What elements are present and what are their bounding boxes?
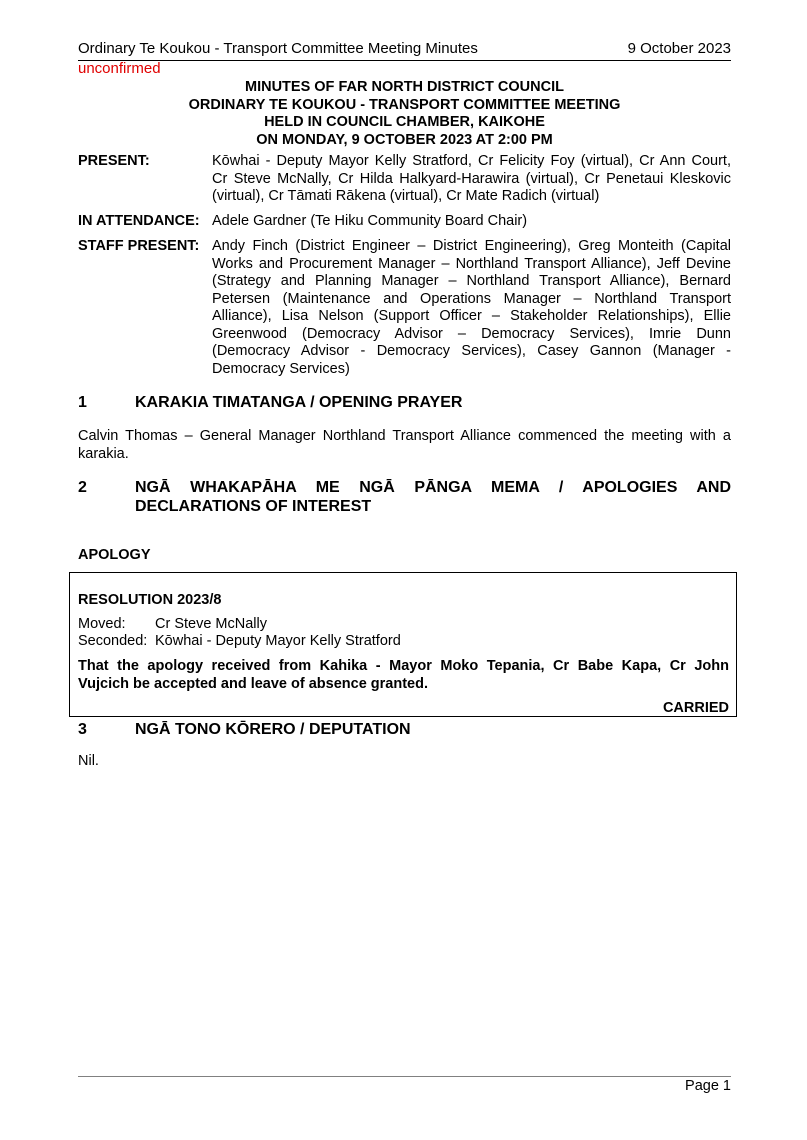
present-line: Kōwhai - Deputy Mayor Kelly Stratford, Cr Felicity Foy (virtual), Cr Ann Court,	[212, 153, 731, 169]
motion-line: Vujcich be accepted and leave of absence granted.	[78, 675, 429, 692]
attendance-text: Adele Gardner (Te Hiku Community Board Chair)	[212, 213, 528, 229]
section-2-title	[135, 478, 731, 516]
section-1-line: Calvin Thomas – General Manager Northland Transport Alliance commenced the meeting with a	[78, 428, 731, 444]
title-line-4: ON MONDAY, 9 OCTOBER 2023 AT 2:00 PM	[256, 131, 553, 148]
section-1-number: 1	[78, 394, 87, 411]
section-3-text: Nil.	[78, 753, 99, 769]
staff-line: Petersen (Maintenance and Operations Manager – Northland Transport	[212, 290, 731, 307]
page-header	[78, 40, 731, 61]
staff-line: Democracy Services)	[212, 360, 350, 377]
staff-label: STAFF PRESENT:	[78, 238, 200, 254]
staff-line: (Strategy and Planning Manager – Northland Transport Alliance), Bernard	[212, 273, 731, 289]
resolution-outcome: CARRIED	[662, 700, 729, 716]
present-line: (virtual), Cr Tāmati Rākena (virtual), Cr Mate Radich (virtual)	[212, 188, 600, 204]
moved-line	[78, 616, 267, 632]
present-label: PRESENT:	[78, 153, 150, 169]
staff-line: Greenwood (Democracy Advisor – Democracy Services), Imrie Dunn	[212, 325, 731, 342]
seconded-line	[78, 633, 401, 649]
present-list	[212, 153, 731, 206]
present-line: Cr Steve McNally, Cr Hilda Halkyard-Harawira (virtual), Cr Penetaui Kleskovic	[212, 170, 731, 187]
staff-line: (Democracy Advisor - Democracy Services), Casey Gannon (Manager -	[212, 343, 731, 359]
section-1-title: KARAKIA TIMATANGA / OPENING PRAYER	[135, 394, 463, 411]
title-line-1: MINUTES OF FAR NORTH DISTRICT COUNCIL	[245, 79, 564, 95]
minutes-title	[78, 79, 731, 149]
section-3-title: NGĀ TONO KŌRERO / DEPUTATION	[135, 721, 411, 738]
staff-line: Alliance), Lisa Nelson (Support Officer – Stakeholder Relationships), Ellie	[212, 308, 731, 324]
staff-list	[212, 238, 731, 378]
section-2-title-line: DECLARATIONS OF INTEREST	[135, 498, 372, 515]
footer-divider	[78, 1076, 731, 1077]
header-date: 9 October 2023	[627, 40, 731, 57]
section-2-title-line: NGĀ WHAKAPĀHA ME NGĀ PĀNGA MEMA / APOLOGIES AND	[135, 479, 731, 496]
staff-line: Works and Procurement Manager – Northland Transport Alliance), Jeff Devine	[212, 255, 731, 272]
resolution-title: RESOLUTION 2023/8	[78, 592, 222, 608]
seconded-label: Seconded:	[78, 633, 148, 649]
section-2-number: 2	[78, 479, 87, 496]
unconfirmed-status: unconfirmed	[78, 60, 161, 77]
staff-line: Andy Finch (District Engineer – District Engineering), Greg Monteith (Capital	[212, 238, 731, 254]
apology-subheading: APOLOGY	[78, 547, 151, 563]
motion-line: That the apology received from Kahika - Mayor Moko Tepania, Cr Babe Kapa, Cr John	[78, 658, 729, 674]
moved-label: Moved:	[78, 616, 126, 632]
title-line-3: HELD IN COUNCIL CHAMBER, KAIKOHE	[264, 114, 545, 130]
attendance-label: IN ATTENDANCE:	[78, 213, 200, 229]
section-1-text	[78, 428, 731, 463]
moved-value: Cr Steve McNally	[155, 616, 267, 632]
seconded-value: Kōwhai - Deputy Mayor Kelly Stratford	[155, 633, 401, 649]
page-number: Page 1	[685, 1078, 731, 1094]
header-doc-title: Ordinary Te Koukou - Transport Committee Meeting Minutes	[78, 40, 478, 57]
section-3-number: 3	[78, 721, 87, 738]
resolution-box	[69, 572, 737, 717]
section-1-line: karakia.	[78, 445, 129, 462]
resolution-motion	[78, 658, 729, 693]
title-line-2: ORDINARY TE KOUKOU - TRANSPORT COMMITTEE MEETING	[188, 96, 621, 113]
